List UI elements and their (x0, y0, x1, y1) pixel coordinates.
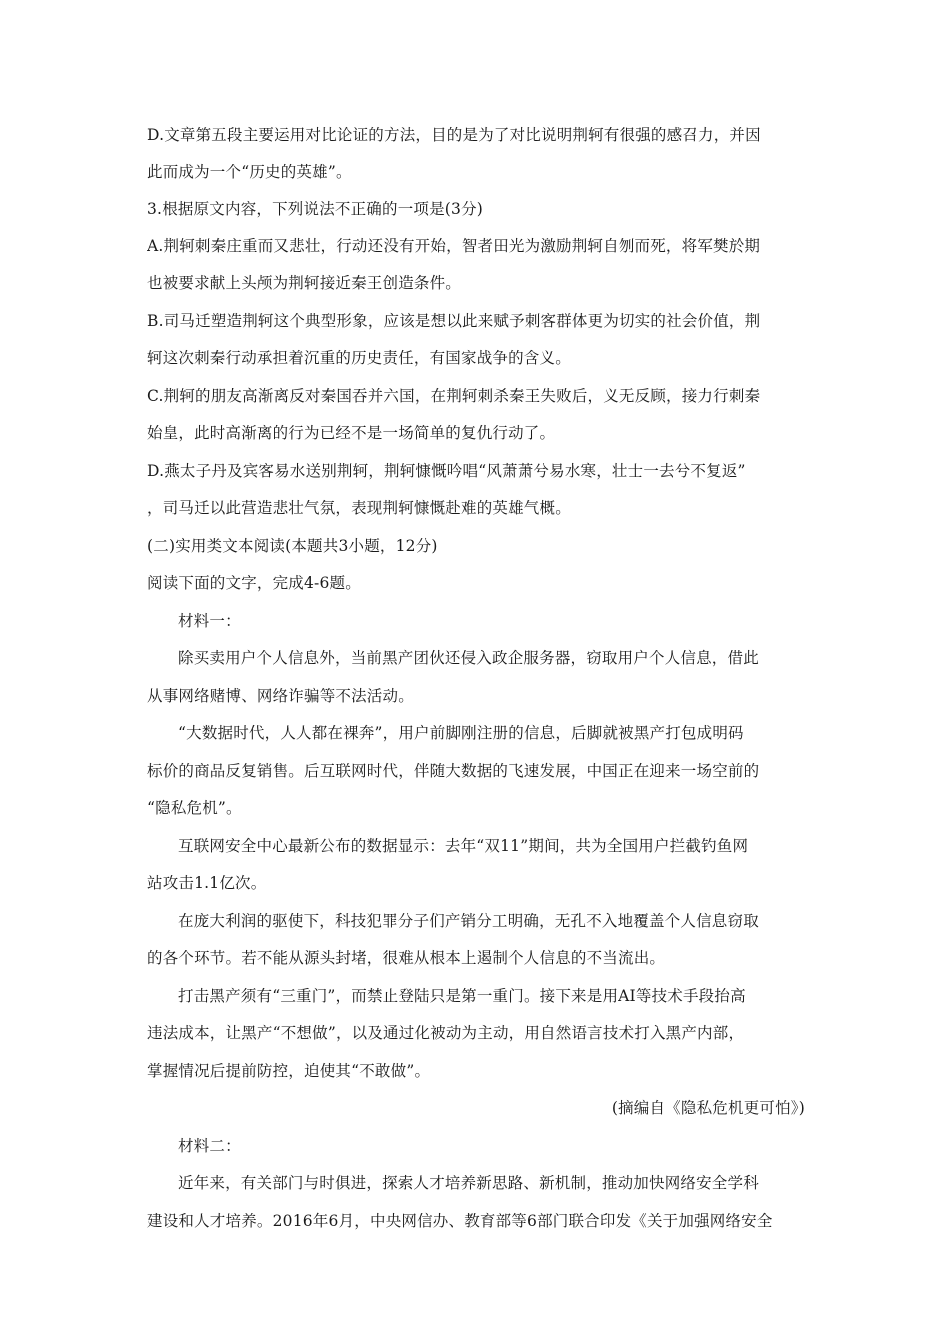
material-2-title: 材料二： (178, 1137, 241, 1155)
option-c-line-1: C.荆轲的朋友高渐离反对秦国吞并六国，在荆轲刺杀秦王失败后，义无反顾，接力行刺秦 (147, 387, 761, 405)
option-d2-line-2: ，司马迁以此营造悲壮气氛，表现荆轲慷慨赴难的英雄气概。 (147, 499, 571, 517)
material-1-para-1-line-1: 除买卖用户个人信息外，当前黑产团伙还侵入政企服务器，窃取用户个人信息，借此 (178, 649, 759, 667)
material-1-para-4-line-1: 在庞大利润的驱使下，科技犯罪分子们产销分工明确，无孔不入地覆盖个人信息窃取 (178, 912, 759, 930)
material-1-para-2-line-3: “隐私危机”。 (147, 799, 242, 817)
option-a-line-2: 也被要求献上头颅为荆轲接近秦王创造条件。 (147, 274, 462, 292)
option-d2-line-1: D.燕太子丹及宾客易水送别荆轲，荆轲慷慨吟唱“风萧萧兮易水寒，壮士一去兮不复返” (147, 462, 746, 480)
material-1-para-2-line-1: “大数据时代，人人都在裸奔”，用户前脚刚注册的信息，后脚就被黑产打包成明码 (178, 724, 744, 742)
option-d-line-1: D.文章第五段主要运用对比论证的方法，目的是为了对比说明荆轲有很强的感召力，并因 (147, 126, 761, 144)
section-heading: (二)实用类文本阅读(本题共3小题，12分) (147, 537, 438, 555)
material-1-para-4-line-2: 的各个环节。若不能从源头封堵，很难从根本上遏制个人信息的不当流出。 (147, 949, 666, 967)
material-1-para-5-line-2: 违法成本，让黑产“不想做”，以及通过化被动为主动，用自然语言技术打入黑产内部， (147, 1024, 745, 1042)
material-1-para-3-line-2: 站攻击1.1亿次。 (147, 874, 267, 892)
material-1-para-2-line-2: 标价的商品反复销售。后互联网时代，伴随大数据的飞速发展，中国正在迎来一场空前的 (147, 762, 760, 780)
material-1-para-3-line-1: 互联网安全中心最新公布的数据显示：去年“双11”期间，共为全国用户拦截钓鱼网 (178, 837, 749, 855)
question-3-stem: 3.根据原文内容，下列说法不正确的一项是(3分) (147, 200, 484, 218)
material-1-para-1-line-2: 从事网络赌博、网络诈骗等不法活动。 (147, 687, 414, 705)
reading-instruction: 阅读下面的文字，完成4-6题。 (147, 574, 361, 592)
material-1-para-5-line-3: 掌握情况后提前防控，迫使其“不敢做”。 (147, 1062, 431, 1080)
option-b-line-1: B.司马迁塑造荆轲这个典型形象，应该是想以此来赋予刺客群体更为切实的社会价值，荆 (147, 312, 761, 330)
material-1-title: 材料一： (178, 612, 241, 630)
option-c-line-2: 始皇，此时高渐离的行为已经不是一场简单的复仇行动了。 (147, 424, 556, 442)
option-b-line-2: 轲这次刺秦行动承担着沉重的历史责任，有国家战争的含义。 (147, 349, 571, 367)
material-2-para-1-line-2: 建设和人才培养。2016年6月，中央网信办、教育部等6部门联合印发《关于加强网络安全 (147, 1212, 773, 1230)
material-2-para-1-line-1: 近年来，有关部门与时俱进，探索人才培养新思路、新机制，推动加快网络安全学科 (178, 1174, 759, 1192)
option-a-line-1: A.荆轲刺秦庄重而又悲壮，行动还没有开始，智者田光为激励荆轲自刎而死，将军樊於期 (147, 237, 761, 255)
option-d-line-2: 此而成为一个“历史的英雄”。 (147, 163, 352, 181)
material-1-source: (摘编自《隐私危机更可怕》) (611, 1099, 805, 1117)
material-1-para-5-line-1: 打击黑产须有“三重门”，而禁止登陆只是第一重门。接下来是用AI等技术手段抬高 (178, 987, 746, 1005)
